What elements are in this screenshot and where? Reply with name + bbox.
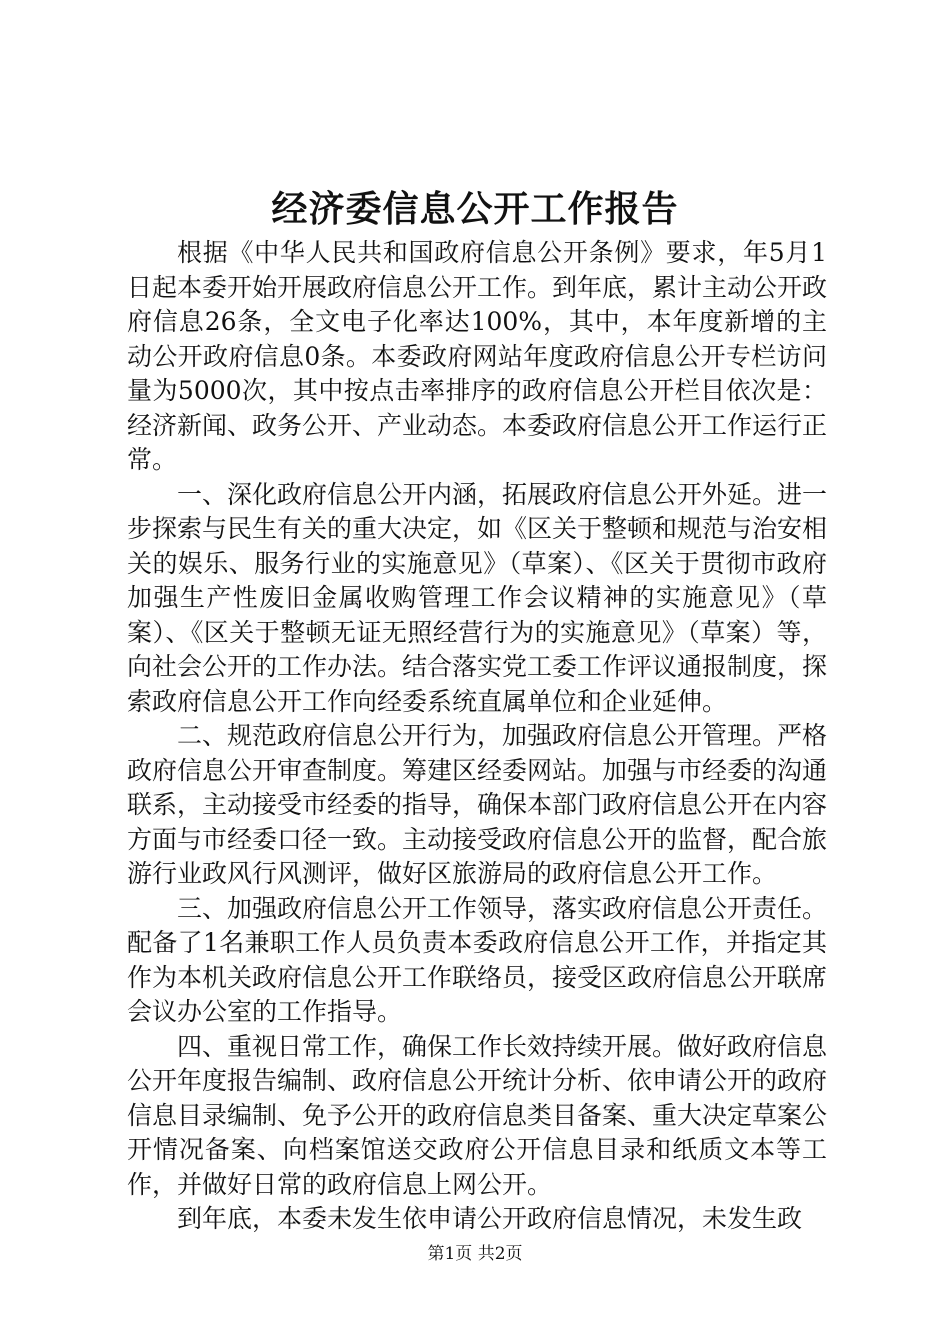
paragraph-section-4: 四、重视日常工作，确保工作长效持续开展。做好政府信息公开年度报告编制、政府信息公开统计分析、依申请公开的政府信息目录编制、免予公开的政府信息类目备案、重大决定草案公开情况备案、向档案馆送交政府公开信息目录和纸质文本等工作，并做好日常的政府信息上网公开。	[127, 1031, 828, 1199]
paragraph-section-3: 三、加强政府信息公开工作领导，落实政府信息公开责任。配备了1名兼职工作人员负责本委政府信息公开工作，并指定其作为本机关政府信息公开工作联络员，接受区政府信息公开联席会议办公室的工作指导。	[127, 893, 828, 1026]
paragraph-section-2: 二、规范政府信息公开行为，加强政府信息公开管理。严格政府信息公开审查制度。筹建区经委网站。加强与市经委的沟通联系，主动接受市经委的指导，确保本部门政府信息公开在内容方面与市经委口径一致。主动接受政府信息公开的监督，配合旅游行业政风行风测评，做好区旅游局的政府信息公开工作。	[127, 721, 828, 888]
document-title: 经济委信息公开工作报告	[271, 188, 679, 230]
paragraph-section-1: 一、深化政府信息公开内涵，拓展政府信息公开外延。进一步探索与民生有关的重大决定，如《区关于整顿和规范与治安相关的娱乐、服务行业的实施意见》（草案）、《区关于贯彻市政府加强生产性废旧金属收购管理工作会议精神的实施意见》（草案）、《区关于整顿无证无照经营行为的实施意见》（草案）等，向社会公开的工作办法。结合落实党工委工作评议通报制度，探索政府信息公开工作向经委系统直属单位和企业延伸。	[127, 479, 828, 716]
paragraph-closing: 到年底，本委未发生依申请公开政府信息情况，未发生政	[177, 1204, 803, 1233]
page-number-footer: 第1页 共2页	[427, 1244, 523, 1264]
paragraph-intro: 根据《中华人民共和国政府信息公开条例》要求，年5月1日起本委开始开展政府信息公开工作。到年底，累计主动公开政府信息26条，全文电子化率达100%，其中，本年度新增的主动公开政府信息0条。本委政府网站年度政府信息公开专栏访问量为5000次，其中按点击率排序的政府信息公开栏目依次是：经济新闻、政务公开、产业动态。本委政府信息公开工作运行正常。	[127, 238, 828, 474]
document-body	[127, 236, 827, 1237]
